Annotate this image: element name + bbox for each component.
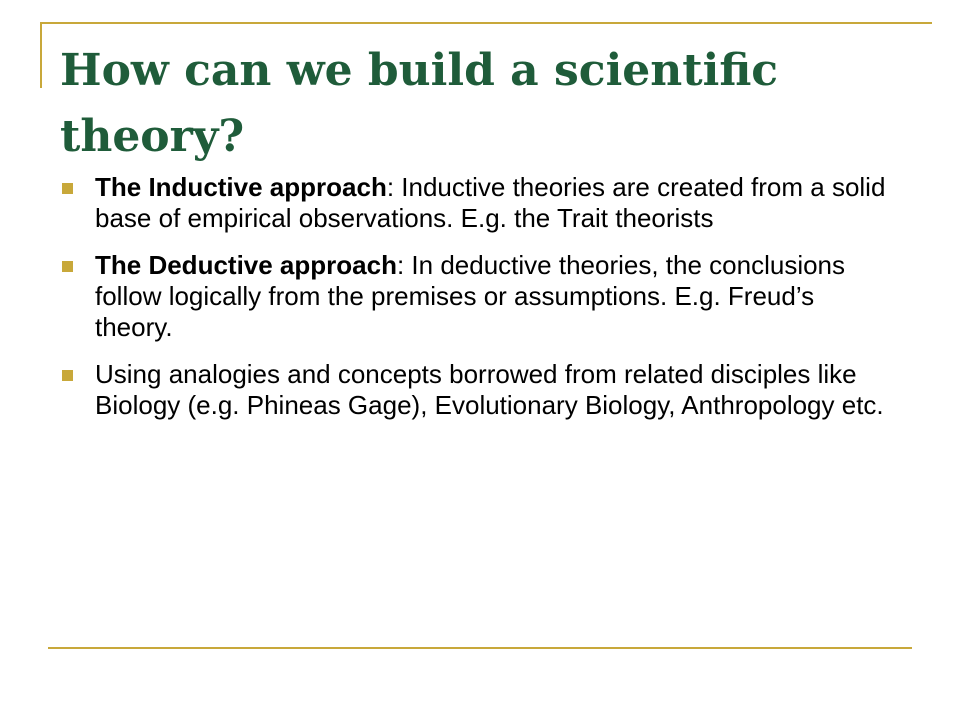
bullet-lead: The Inductive approach [95, 172, 387, 202]
bullet-item-inductive [62, 172, 898, 234]
square-bullet-icon [62, 370, 73, 381]
slide-title: How can we build a scientific theory? [60, 45, 779, 162]
bullet-list [62, 172, 898, 437]
bullet-text: : Inductive theories are created from a solid base of empirical observations. E.g. the Trait theorists [95, 172, 886, 233]
left-accent-rule [40, 22, 42, 88]
bullet-text: : In deductive theories, the conclusions follow logically from the premises or assumptions. E.g. Freud’s theory. [95, 250, 846, 342]
square-bullet-icon [62, 261, 73, 272]
top-accent-rule [40, 22, 932, 24]
bullet-lead: The Deductive approach [95, 250, 397, 280]
square-bullet-icon [62, 183, 73, 194]
bottom-accent-rule [48, 647, 912, 649]
bullet-item-analogies [62, 359, 898, 421]
bullet-item-deductive [62, 250, 898, 343]
bullet-text: Using analogies and concepts borrowed from related disciples like Biology (e.g. Phineas Gage), Evolutionary Biology, Anthropology etc. [95, 359, 884, 420]
